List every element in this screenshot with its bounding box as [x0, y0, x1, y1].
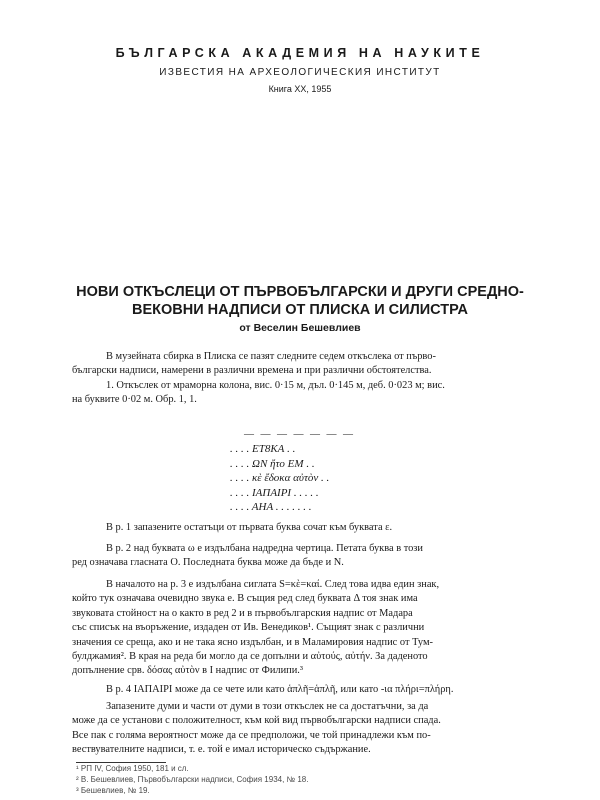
inscription-row: . . . . ΩΝ ἤτο ΕΜ . . [230, 457, 315, 470]
paragraph-row-1 [72, 521, 520, 535]
inscription-row: . . . . ΙΑΠΑΙΡΙ . . . . . [230, 486, 319, 499]
title-line-2: ВЕКОВНИ НАДПИСИ ОТ ПЛИСКА И СИЛИСТРА [131, 302, 469, 318]
paragraph-row-3 [72, 578, 520, 679]
intro-line: български надписи, намерени в различни времена и при различни обстоятелства. [72, 365, 432, 377]
inscription-row: . . . . ΑΗΑ . . . . . . . [230, 501, 312, 513]
inscription-row: . . . . κὲ ἔδοκα αὐτὸν . . [230, 472, 330, 484]
body-line: В р. 2 над буквата ω е издълбана надредна чертица. Петата буква в този [106, 543, 423, 554]
title-line-1: НОВИ ОТКЪСЛЕЦИ ОТ ПЪРВОБЪЛГАРСКИ И ДРУГИ СРЕДНО- [76, 284, 524, 300]
body-line: Запазените думи и части от думи в този откъслек не са достатъчни, за да [106, 701, 429, 712]
body-line: звуковата стойност на о както в ред 2 и в първобългарския надпис от Мадара [72, 607, 413, 619]
body-line: В началото на р. 3 е издълбана сиглата S=κὲ=καί. След това идва един знак, [106, 579, 440, 590]
inscription-transcription [230, 428, 390, 515]
body-line: ред означава гласната О. Последната буква може да бъде и N. [72, 557, 344, 569]
body-line: булджамия². В края на реда би могло да се допълни и αὐτούς, αὐτήν. За даденото [72, 651, 428, 663]
paragraph-conclusion [72, 700, 520, 758]
paragraph-row-4 [72, 683, 520, 697]
intro-line: В музейната сбирка в Плиска се пазят следните седем откъслека от първо- [106, 351, 436, 362]
body-line: В р. 1 запазените остатъци от първата буква сочат към буквата ε. [106, 522, 393, 533]
body-line: вествувателните надписи, т. е. той е имал историческо съдържание. [72, 744, 371, 756]
body-line: който тук означава очевидно звука е. В същия ред след буквата Δ тоя знак има [72, 593, 418, 605]
footnotes [76, 763, 516, 796]
journal-title: ИЗВЕСТИЯ НА АРХЕОЛОГИЧЕСКИЯ ИНСТИТУТ [159, 67, 441, 78]
author-line: от Веселин Бешевлиев [239, 322, 361, 334]
paragraph-row-2 [72, 542, 520, 571]
footnote: ¹ РП IV, София 1950, 181 и сл. [76, 764, 189, 773]
body-line: със списък на въоръжение, издаден от Ив. Венедиков¹. Същият знак с различни [72, 622, 425, 634]
intro-line: 1. Откъслек от мраморна колона, вис. 0·15 м, дъл. 0·145 м, деб. 0·023 м; вис. [106, 379, 445, 391]
body-line: В р. 4 ΙΑΠΑΙΡΙ може да се чете или като ἁπλῆ=ἁπλῆ, или като -ια πλήρι=πλήρη. [106, 684, 454, 695]
inscription-dashes: — — — — — — — [244, 429, 355, 440]
body-line: може да се установи с положителност, към кой вид първобългарски надписи спада. [72, 715, 441, 727]
body-line: Все пак с голяма вероятност може да се предположи, че той принадлежи към по- [72, 729, 431, 741]
intro-paragraph [72, 350, 520, 408]
volume-info: Книга XX, 1955 [268, 84, 332, 94]
body-line: значения се среща, ако и не така ясно издълбан, и в Маламировия надпис от Тум- [72, 636, 434, 648]
inscription-row: . . . . ЕТ8КА . . [230, 443, 296, 455]
intro-line: на буквите 0·02 м. Обр. 1, 1. [72, 394, 197, 406]
body-line: допълнение срв. δόσας αὐτὸν в I надпис от Филипи.³ [72, 665, 304, 677]
article-title [0, 283, 600, 319]
academy-header: БЪЛГАРСКА АКАДЕМИЯ НА НАУКИТЕ [115, 46, 485, 60]
footnote: ³ Бешевлиев, № 19. [76, 786, 150, 795]
footnote: ² В. Бешевлиев, Първобългарски надписи, София 1934, № 18. [76, 775, 309, 784]
